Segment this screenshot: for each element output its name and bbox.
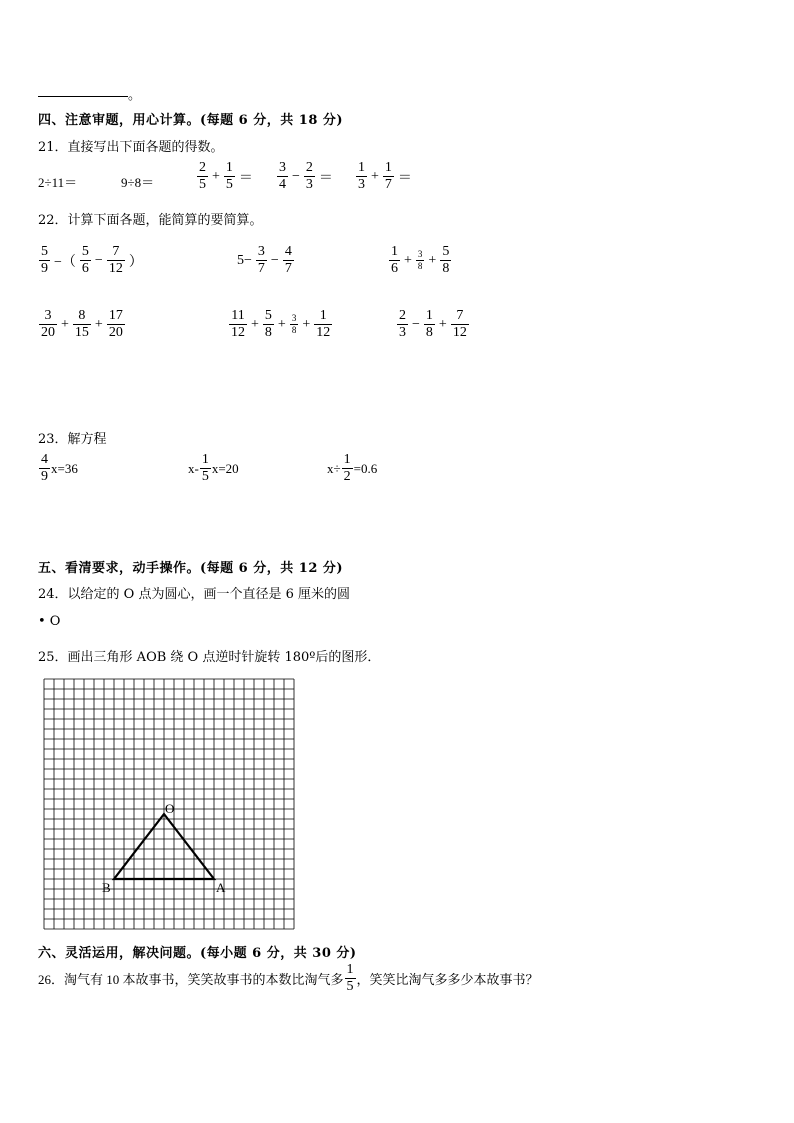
q21-expr-2: 9÷8＝ bbox=[121, 175, 155, 190]
q22-expr-5: $\frac{11}{12}$ + $\frac{5}{8}$ + $\frac{3}{8}$ + $\frac{1}{12}$ bbox=[231, 308, 331, 340]
q22-expr-6: $\frac{2}{3}$ − $\frac{1}{8}$ + $\frac{7}{12}$ bbox=[399, 308, 467, 340]
q22-expr-4: $\frac{3}{20}$ + $\frac{8}{15}$ + $\frac{17}{20}$ bbox=[41, 308, 123, 340]
q26-question: 26．淘气有 10 本故事书，笑笑故事书的本数比淘气多 $\frac{1}{5}$ ，笑笑比淘气多多少本故事书？ bbox=[38, 962, 539, 994]
q24-label: 24．以给定的 O 点为圆心，画一个直径是 6 厘米的圆 bbox=[38, 587, 351, 602]
section-4-heading: 四、注意审题，用心计算。(每题 6 分，共 18 分) bbox=[38, 113, 344, 128]
rotation-grid bbox=[42, 677, 296, 931]
section-5-heading: 五、看清要求，动手操作。(每题 6 分，共 12 分) bbox=[38, 561, 344, 576]
q23-equation-1: $\frac{4}{9}$ x=36 bbox=[41, 452, 78, 484]
q22-expr-2: 5− $\frac{3}{7}$ − $\frac{4}{7}$ bbox=[237, 244, 292, 276]
q21-expr-1: 2÷11＝ bbox=[38, 175, 78, 190]
q23-equation-2: x- $\frac{1}{5}$ x=20 bbox=[188, 452, 239, 484]
q25-label: 25．画出三角形 AOB 绕 O 点逆时针旋转 180º后的图形． bbox=[38, 650, 381, 665]
q22-label: 22．计算下面各题，能简算的要简算。 bbox=[38, 213, 263, 228]
vertex-label-b: B bbox=[102, 880, 111, 895]
answer-blank-line bbox=[38, 96, 128, 97]
q21-label: 21．直接写出下面各题的得数。 bbox=[38, 140, 224, 155]
q21-expr-5: $\frac{1}{3}$ + $\frac{1}{7}$ ＝ bbox=[358, 160, 412, 192]
q22-expr-3: $\frac{1}{6}$ + $\frac{3}{8}$ + $\frac{5}{8}$ bbox=[391, 244, 450, 276]
q22-expr-1: $\frac{5}{9}$ −（ $\frac{5}{6}$ − $\frac{7}{12}$ ） bbox=[41, 244, 143, 276]
vertex-label-o: O bbox=[165, 801, 175, 816]
q23-label: 23．解方程 bbox=[38, 432, 107, 447]
section-6-heading: 六、灵活运用，解决问题。(每小题 6 分，共 30 分) bbox=[38, 946, 357, 961]
q23-equation-3: x÷ $\frac{1}{2}$ =0.6 bbox=[327, 452, 378, 484]
center-point-o: • O bbox=[38, 614, 61, 629]
vertex-label-a: A bbox=[216, 880, 226, 895]
q21-expr-4: $\frac{3}{4}$ − $\frac{2}{3}$ ＝ bbox=[279, 160, 333, 192]
end-mark: 。 bbox=[128, 88, 142, 103]
q21-expr-3: $\frac{2}{5}$ + $\frac{1}{5}$ ＝ bbox=[199, 160, 253, 192]
